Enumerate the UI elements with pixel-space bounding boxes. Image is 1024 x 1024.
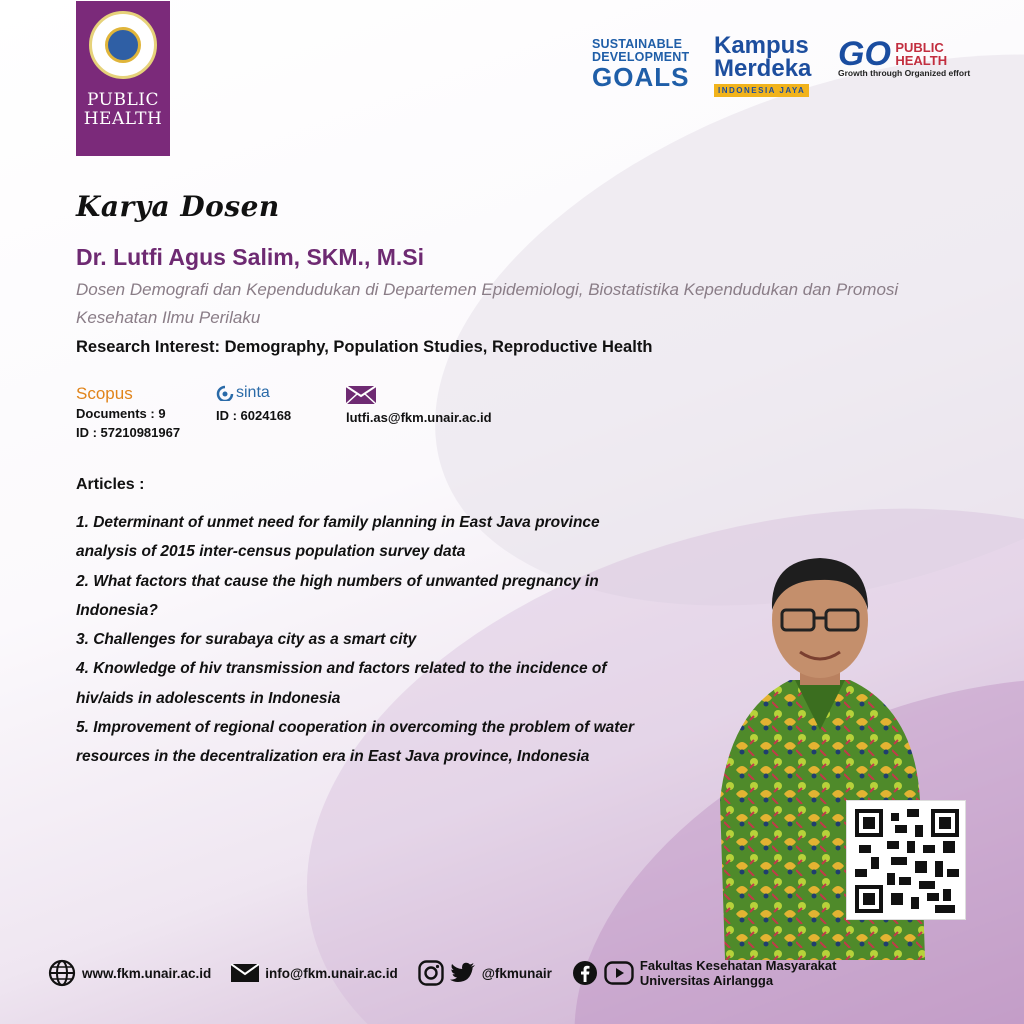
list-item: 1. Determinant of unmet need for family planning in East Java province analysis of 2015 inter-census population survey data [76, 514, 600, 561]
research-interest: Research Interest: Demography, Population Studies, Reproductive Health [76, 338, 653, 356]
list-item: 5. Improvement of regional cooperation in overcoming the problem of water resources in the decentralization era in East Java province, Indonesia [76, 719, 635, 766]
university-seal-icon [89, 11, 157, 79]
scopus-id: ID : 57210981967 [76, 425, 181, 440]
sdg-logo: SUSTAINABLE DEVELOPMENT GOALS [592, 37, 690, 92]
sinta-logo: sinta [216, 384, 291, 402]
scopus-logo: Scopus [76, 384, 133, 403]
go-public-health-logo: GO PUBLIC HEALTH Growth through Organized effort [838, 35, 971, 78]
list-item: 4. Knowledge of hiv transmission and factors related to the incidence of hiv/aids in adolescents in Indonesia [76, 660, 607, 707]
sinta-icon [216, 385, 234, 401]
list-item: 3. Challenges for surabaya city as a smart city [76, 631, 417, 649]
footer-faculty: Fakultas Kesehatan Masyarakat Universitas Airlangga [572, 958, 837, 988]
footer-website[interactable]: www.fkm.unair.ac.id [48, 959, 211, 987]
kampus-merdeka-logo: Kampus Merdeka INDONESIA JAYA [714, 32, 812, 95]
facebook-icon [572, 960, 598, 986]
articles-title: Articles : [76, 476, 145, 493]
instagram-icon [418, 960, 444, 986]
youtube-icon [604, 961, 634, 985]
email-address[interactable]: lutfi.as@fkm.unair.ac.id [346, 410, 492, 425]
lecturer-name: Dr. Lutfi Agus Salim, SKM., M.Si [76, 244, 425, 270]
footer-email[interactable]: info@fkm.unair.ac.id [231, 964, 397, 982]
scopus-info [76, 384, 180, 442]
page-title: Karya Dosen [76, 190, 280, 223]
sinta-id: ID : 6024168 [216, 408, 292, 423]
mail-icon [231, 964, 259, 982]
qr-code-icon [855, 809, 959, 913]
email-info [346, 386, 492, 427]
twitter-icon [450, 962, 476, 984]
qr-code[interactable] [846, 800, 966, 920]
scopus-documents: Documents : 9 [76, 406, 166, 421]
list-item: 2. What factors that cause the high numbers of unwanted pregnancy in Indonesia? [76, 572, 599, 619]
public-health-logo [76, 1, 170, 156]
footer-social[interactable]: @fkmunair [418, 960, 552, 986]
sinta-info [216, 384, 291, 425]
mail-icon [346, 386, 376, 404]
globe-icon [48, 959, 76, 987]
lecturer-position: Dosen Demografi dan Kependudukan di Departemen Epidemiologi, Biostatistika Kependudukan dan Promosi Kesehatan Ilmu Perilaku [76, 280, 899, 327]
logo-text: PUBLIC HEALTH [83, 90, 163, 129]
footer-bar [48, 952, 978, 994]
articles-list [76, 508, 646, 772]
